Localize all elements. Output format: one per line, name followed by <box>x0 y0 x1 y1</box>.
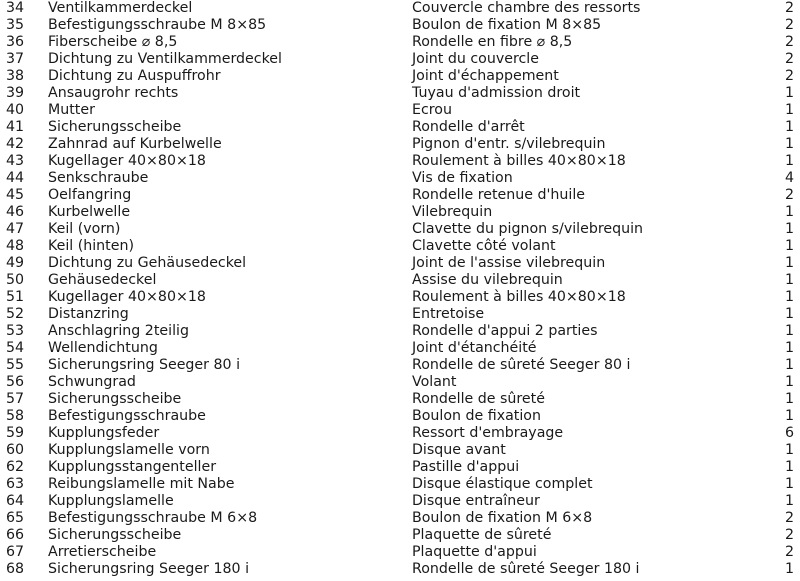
parts-row <box>0 255 800 272</box>
part-name-french: Assise du vilebrequin <box>412 272 563 288</box>
part-name-german: Zahnrad auf Kurbelwelle <box>48 136 222 152</box>
part-quantity: 2 <box>784 34 794 50</box>
part-number: 36 <box>6 34 25 50</box>
part-name-french: Joint d'étanchéité <box>412 340 537 356</box>
parts-row <box>0 17 800 34</box>
part-number: 54 <box>6 340 25 356</box>
part-quantity: 1 <box>784 374 794 390</box>
part-quantity: 1 <box>784 493 794 509</box>
parts-row <box>0 442 800 459</box>
part-quantity: 2 <box>784 68 794 84</box>
part-name-french: Pignon d'entr. s/vilebrequin <box>412 136 606 152</box>
parts-row <box>0 340 800 357</box>
part-number: 40 <box>6 102 25 118</box>
part-name-french: Boulon de fixation <box>412 408 541 424</box>
parts-row <box>0 170 800 187</box>
part-name-french: Couvercle chambre des ressorts <box>412 0 641 16</box>
parts-row <box>0 68 800 85</box>
part-number: 47 <box>6 221 25 237</box>
part-name-german: Arretierscheibe <box>48 544 157 560</box>
part-name-german: Distanzring <box>48 306 129 322</box>
part-name-french: Rondelle retenue d'huile <box>412 187 586 203</box>
part-number: 50 <box>6 272 25 288</box>
parts-row <box>0 102 800 119</box>
part-quantity: 1 <box>784 391 794 407</box>
part-number: 58 <box>6 408 25 424</box>
part-quantity: 1 <box>784 136 794 152</box>
part-number: 34 <box>6 0 25 16</box>
part-number: 67 <box>6 544 25 560</box>
part-name-french: Boulon de fixation M 6×8 <box>412 510 593 526</box>
part-quantity: 1 <box>784 459 794 475</box>
part-name-german: Oelfangring <box>48 187 132 203</box>
part-number: 46 <box>6 204 25 220</box>
part-name-french: Disque entraîneur <box>412 493 540 509</box>
part-number: 63 <box>6 476 25 492</box>
part-number: 44 <box>6 170 25 186</box>
part-number: 39 <box>6 85 25 101</box>
part-quantity: 1 <box>784 442 794 458</box>
part-name-german: Kupplungsstangenteller <box>48 459 217 475</box>
part-number: 65 <box>6 510 25 526</box>
parts-row <box>0 51 800 68</box>
parts-row <box>0 527 800 544</box>
parts-row <box>0 238 800 255</box>
part-name-french: Volant <box>412 374 457 390</box>
part-name-french: Entretoise <box>412 306 485 322</box>
part-number: 42 <box>6 136 25 152</box>
part-name-french: Roulement à billes 40×80×18 <box>412 289 626 305</box>
parts-row <box>0 510 800 527</box>
part-quantity: 1 <box>784 102 794 118</box>
part-name-french: Joint du couvercle <box>412 51 539 67</box>
part-quantity: 2 <box>784 510 794 526</box>
parts-row <box>0 323 800 340</box>
part-name-german: Ventilkammerdeckel <box>48 0 193 16</box>
part-number: 41 <box>6 119 25 135</box>
part-quantity: 1 <box>784 306 794 322</box>
part-name-german: Kupplungslamelle vorn <box>48 442 210 458</box>
part-name-french: Rondelle d'arrêt <box>412 119 525 135</box>
part-name-german: Sicherungsscheibe <box>48 391 182 407</box>
part-name-german: Kupplungslamelle <box>48 493 174 509</box>
part-name-german: Wellendichtung <box>48 340 158 356</box>
parts-row <box>0 459 800 476</box>
part-name-german: Reibungslamelle mit Nabe <box>48 476 235 492</box>
part-quantity: 1 <box>784 289 794 305</box>
part-name-german: Befestigungsschraube M 6×8 <box>48 510 258 526</box>
parts-row <box>0 476 800 493</box>
part-quantity: 1 <box>784 561 794 577</box>
parts-row <box>0 153 800 170</box>
part-quantity: 1 <box>784 221 794 237</box>
part-quantity: 6 <box>784 425 794 441</box>
parts-row <box>0 0 800 17</box>
part-name-german: Sicherungsscheibe <box>48 119 182 135</box>
part-name-german: Dichtung zu Gehäusedeckel <box>48 255 247 271</box>
part-number: 45 <box>6 187 25 203</box>
part-number: 59 <box>6 425 25 441</box>
part-number: 52 <box>6 306 25 322</box>
parts-row <box>0 136 800 153</box>
part-name-french: Roulement à billes 40×80×18 <box>412 153 626 169</box>
part-name-french: Rondelle en fibre ⌀ 8,5 <box>412 34 573 50</box>
part-quantity: 2 <box>784 17 794 33</box>
part-quantity: 2 <box>784 544 794 560</box>
part-name-german: Kurbelwelle <box>48 204 131 220</box>
parts-row <box>0 493 800 510</box>
parts-row <box>0 204 800 221</box>
part-number: 49 <box>6 255 25 271</box>
part-quantity: 1 <box>784 476 794 492</box>
part-quantity: 1 <box>784 340 794 356</box>
part-name-french: Plaquette de sûreté <box>412 527 552 543</box>
part-name-german: Sicherungsring Seeger 180 i <box>48 561 250 577</box>
part-name-french: Rondelle d'appui 2 parties <box>412 323 598 339</box>
part-name-french: Clavette du pignon s/vilebrequin <box>412 221 644 237</box>
part-name-french: Boulon de fixation M 8×85 <box>412 17 602 33</box>
part-number: 57 <box>6 391 25 407</box>
part-quantity: 2 <box>784 187 794 203</box>
part-name-french: Clavette côté volant <box>412 238 556 254</box>
part-name-french: Tuyau d'admission droit <box>412 85 581 101</box>
part-name-german: Gehäusedeckel <box>48 272 157 288</box>
part-number: 62 <box>6 459 25 475</box>
parts-row <box>0 391 800 408</box>
parts-row <box>0 544 800 561</box>
part-name-french: Disque élastique complet <box>412 476 593 492</box>
part-name-german: Dichtung zu Ventilkammerdeckel <box>48 51 282 67</box>
part-name-german: Sicherungsring Seeger 80 i <box>48 357 241 373</box>
parts-row <box>0 119 800 136</box>
part-number: 53 <box>6 323 25 339</box>
part-name-german: Sicherungsscheibe <box>48 527 182 543</box>
parts-row <box>0 408 800 425</box>
part-number: 68 <box>6 561 25 577</box>
part-name-german: Keil (vorn) <box>48 221 121 237</box>
parts-row <box>0 34 800 51</box>
part-name-french: Joint d'échappement <box>412 68 559 84</box>
part-name-german: Befestigungsschraube M 8×85 <box>48 17 267 33</box>
part-name-german: Anschlagring 2teilig <box>48 323 189 339</box>
part-quantity: 1 <box>784 323 794 339</box>
part-name-german: Ansaugrohr rechts <box>48 85 179 101</box>
part-number: 38 <box>6 68 25 84</box>
part-number: 48 <box>6 238 25 254</box>
part-name-french: Ecrou <box>412 102 452 118</box>
part-number: 60 <box>6 442 25 458</box>
part-name-french: Plaquette d'appui <box>412 544 537 560</box>
part-name-german: Fiberscheibe ⌀ 8,5 <box>48 34 178 50</box>
part-name-french: Rondelle de sûreté <box>412 391 545 407</box>
parts-row <box>0 85 800 102</box>
part-quantity: 1 <box>784 153 794 169</box>
parts-row <box>0 187 800 204</box>
part-quantity: 1 <box>784 357 794 373</box>
parts-row <box>0 289 800 306</box>
part-quantity: 2 <box>784 51 794 67</box>
part-quantity: 4 <box>784 170 794 186</box>
part-quantity: 1 <box>784 204 794 220</box>
parts-row <box>0 374 800 391</box>
part-name-french: Joint de l'assise vilebrequin <box>412 255 606 271</box>
part-name-german: Kugellager 40×80×18 <box>48 289 206 305</box>
part-number: 66 <box>6 527 25 543</box>
part-number: 55 <box>6 357 25 373</box>
part-number: 43 <box>6 153 25 169</box>
part-quantity: 2 <box>784 0 794 16</box>
part-name-german: Kugellager 40×80×18 <box>48 153 206 169</box>
part-name-french: Vis de fixation <box>412 170 513 186</box>
part-name-french: Rondelle de sûreté Seeger 80 i <box>412 357 631 373</box>
parts-row <box>0 425 800 442</box>
part-name-french: Pastille d'appui <box>412 459 520 475</box>
parts-row <box>0 221 800 238</box>
part-name-german: Schwungrad <box>48 374 136 390</box>
part-name-french: Ressort d'embrayage <box>412 425 564 441</box>
parts-row <box>0 272 800 289</box>
part-quantity: 1 <box>784 85 794 101</box>
part-name-german: Kupplungsfeder <box>48 425 160 441</box>
part-number: 35 <box>6 17 25 33</box>
part-name-french: Rondelle de sûreté Seeger 180 i <box>412 561 640 577</box>
part-name-french: Disque avant <box>412 442 506 458</box>
part-number: 64 <box>6 493 25 509</box>
part-quantity: 1 <box>784 272 794 288</box>
part-quantity: 1 <box>784 255 794 271</box>
part-quantity: 1 <box>784 408 794 424</box>
part-name-french: Vilebrequin <box>412 204 493 220</box>
part-number: 56 <box>6 374 25 390</box>
part-name-german: Dichtung zu Auspuffrohr <box>48 68 221 84</box>
part-number: 37 <box>6 51 25 67</box>
part-name-german: Mutter <box>48 102 95 118</box>
part-quantity: 1 <box>784 238 794 254</box>
parts-row <box>0 561 800 578</box>
parts-row <box>0 306 800 323</box>
part-name-german: Keil (hinten) <box>48 238 134 254</box>
part-name-german: Befestigungsschraube <box>48 408 206 424</box>
part-number: 51 <box>6 289 25 305</box>
part-quantity: 1 <box>784 119 794 135</box>
part-name-german: Senkschraube <box>48 170 149 186</box>
parts-row <box>0 357 800 374</box>
part-quantity: 2 <box>784 527 794 543</box>
